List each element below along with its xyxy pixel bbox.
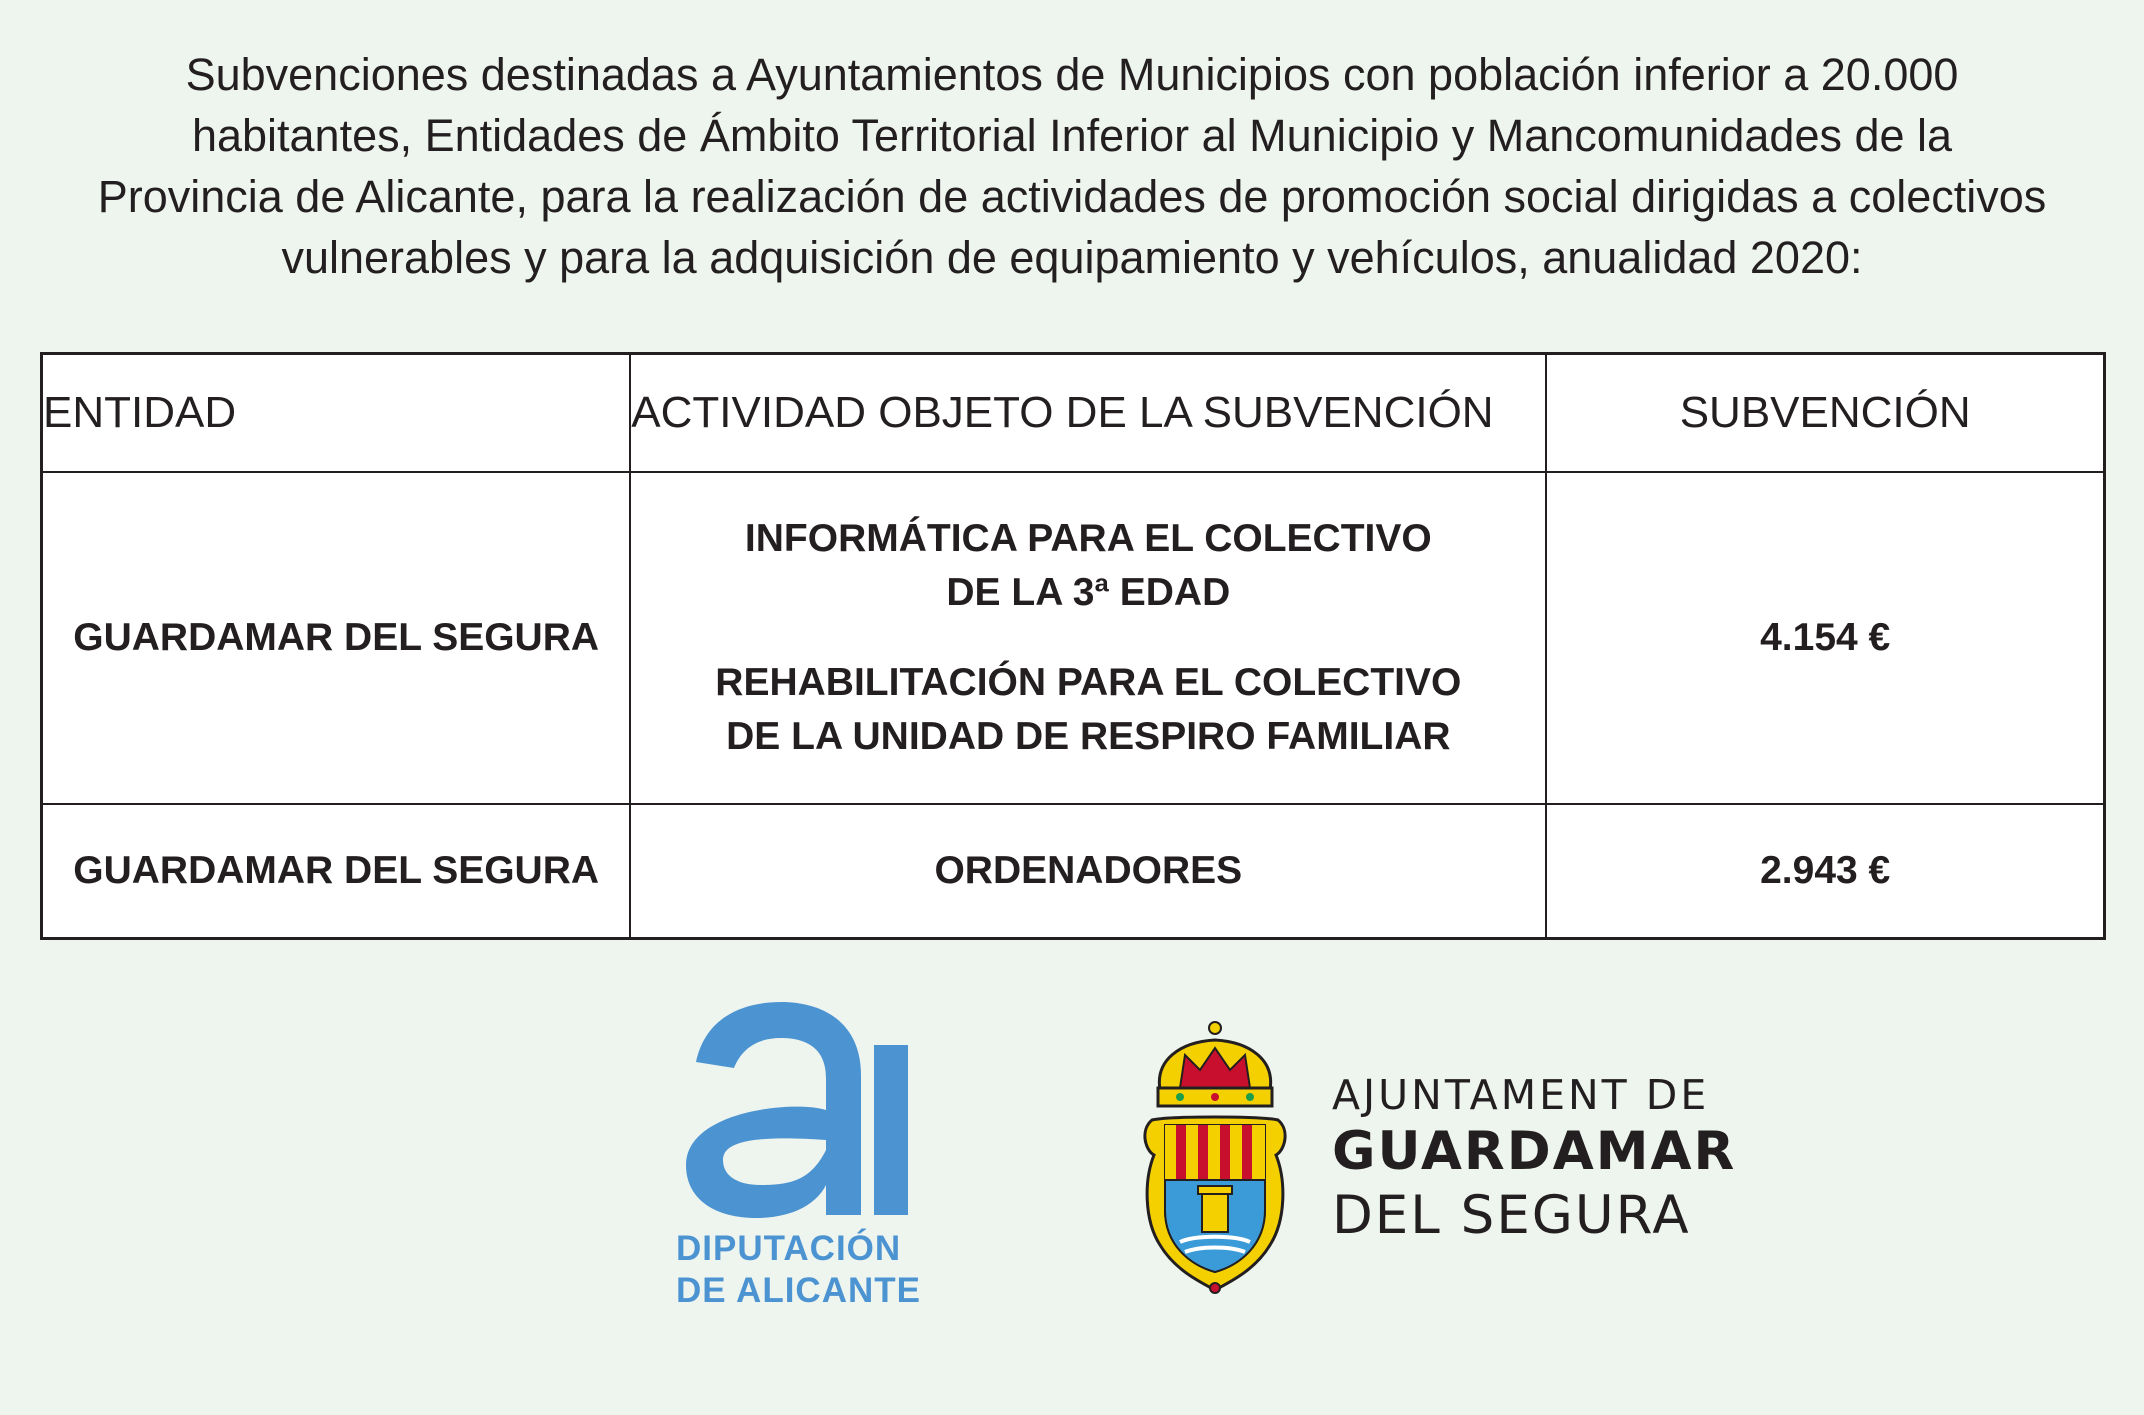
table-row bbox=[42, 472, 2105, 804]
cell-actividad bbox=[630, 804, 1546, 939]
intro-line: Subvenciones destinadas a Ayuntamientos de Municipios con población inferior a 20.000 bbox=[185, 49, 1959, 100]
intro-paragraph bbox=[40, 44, 2104, 288]
activity-line: REHABILITACIÓN PARA EL COLECTIVO bbox=[715, 661, 1462, 704]
ajuntament-line2: GUARDAMAR bbox=[1332, 1121, 1737, 1182]
intro-line: Provincia de Alicante, para la realización de actividades de promoción social dirigidas a colectivos bbox=[97, 171, 2047, 222]
cell-actividad bbox=[630, 472, 1546, 804]
activity-line: DE LA UNIDAD DE RESPIRO FAMILIAR bbox=[726, 715, 1451, 758]
grants-table bbox=[40, 352, 2106, 940]
activity-line: DE LA 3ª EDAD bbox=[946, 571, 1231, 614]
ajuntament-line1: AJUNTAMENT DE bbox=[1332, 1071, 1710, 1119]
table-header-row bbox=[42, 354, 2105, 473]
diputacion-logo-text bbox=[676, 1228, 936, 1312]
diputacion-line1: DIPUTACIÓN bbox=[676, 1229, 902, 1268]
header-subvencion: SUBVENCIÓN bbox=[1546, 354, 2104, 473]
activity-line: INFORMÁTICA PARA EL COLECTIVO bbox=[744, 517, 1432, 560]
table-row bbox=[42, 804, 2105, 939]
cell-entidad: GUARDAMAR DEL SEGURA bbox=[42, 472, 631, 804]
ajuntament-line3: DEL SEGURA bbox=[1332, 1185, 1691, 1246]
diputacion-line2: DE ALICANTE bbox=[676, 1271, 921, 1310]
cell-entidad: GUARDAMAR DEL SEGURA bbox=[42, 804, 631, 939]
ajuntament-logo-text bbox=[1332, 1070, 1736, 1248]
cell-subvencion: 4.154 € bbox=[1546, 472, 2104, 804]
intro-line: vulnerables y para la adquisición de equipamiento y vehículos, anualidad 2020: bbox=[281, 232, 1863, 283]
cell-subvencion: 2.943 € bbox=[1546, 804, 2104, 939]
header-entidad: ENTIDAD bbox=[42, 354, 631, 473]
activity-spacer bbox=[631, 620, 1545, 656]
coat-of-arms-icon bbox=[1140, 1020, 1290, 1295]
header-actividad: ACTIVIDAD OBJETO DE LA SUBVENCIÓN bbox=[630, 354, 1546, 473]
activity-line: ORDENADORES bbox=[934, 849, 1243, 892]
intro-line: habitantes, Entidades de Ámbito Territorial Inferior al Municipio y Mancomunidades de la bbox=[191, 110, 1953, 161]
